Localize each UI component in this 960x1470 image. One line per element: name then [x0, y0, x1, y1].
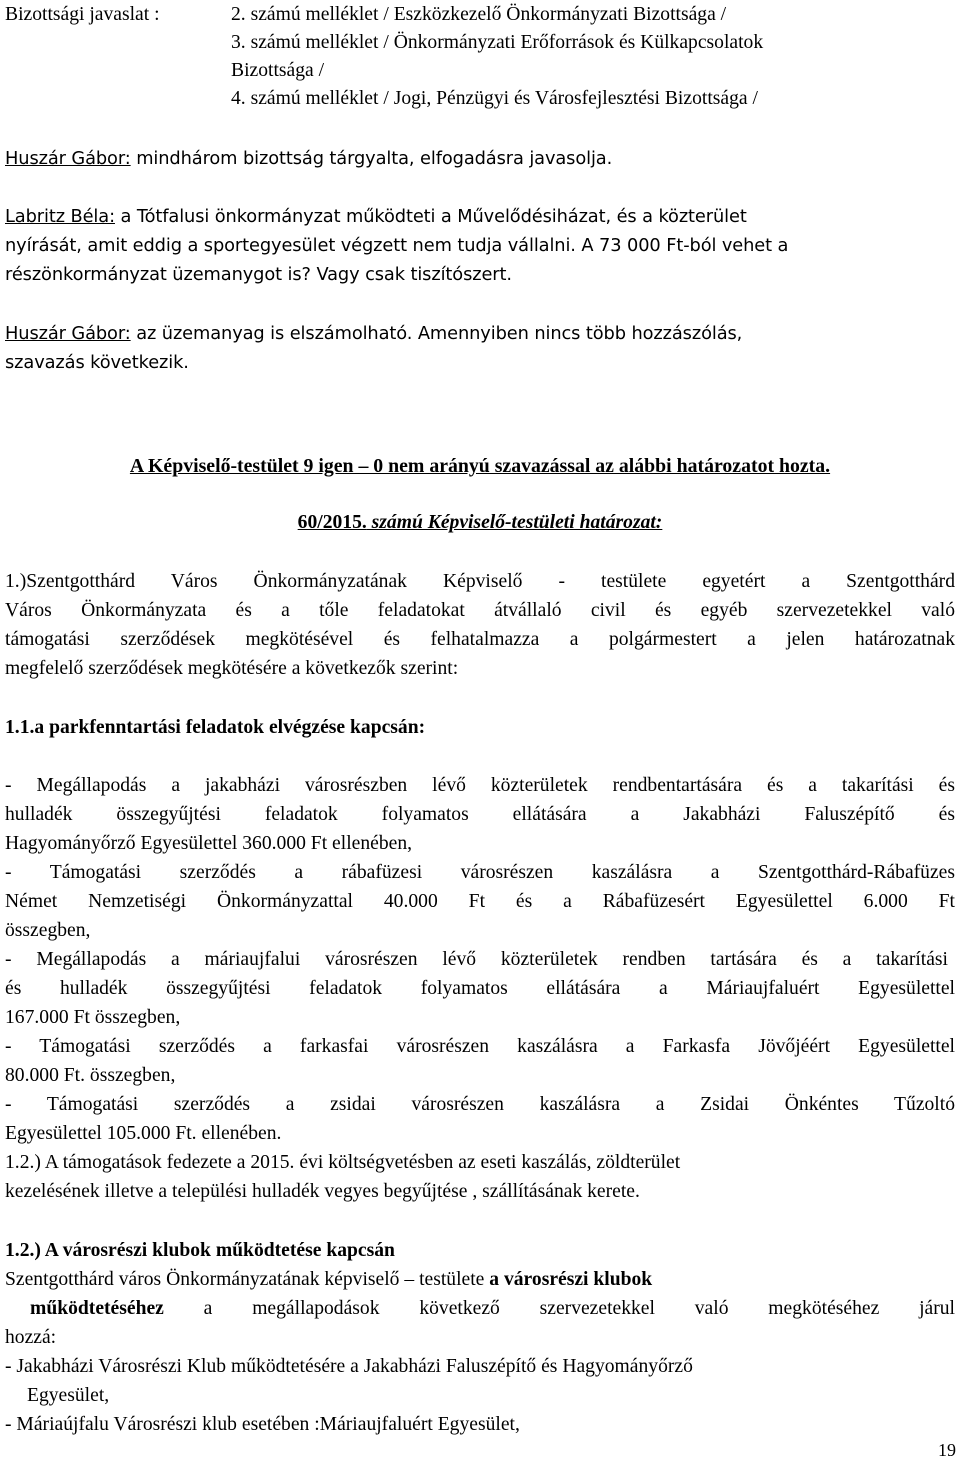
resolution-text: Város Önkormányzata és a tőle feladatokat átvállaló civil és egyéb szervezetekkel való [5, 600, 955, 621]
committee-proposal-label: Bizottsági javaslat : [5, 4, 160, 25]
committee-item: Bizottsága / [231, 60, 325, 81]
speech-text: mindhárom bizottság tárgyalta, elfogadásra javasolja. [130, 148, 613, 169]
resolution-number: 60/2015. [297, 512, 367, 533]
list-item: 167.000 Ft összegben, [5, 1007, 181, 1028]
speech-text: a Tótfalusi önkormányzat működteti a Művelődésiházat, és a közterület [114, 206, 747, 227]
speaker-name: Huszár Gábor: [5, 148, 131, 169]
resolution-title-text: számú Képviselő-testületi határozat: [366, 512, 663, 533]
list-item: összegben, [5, 920, 91, 941]
minutes-paragraph [5, 147, 955, 171]
list-item: - Támogatási szerződés a rábafüzesi városrészen kaszálásra a Szentgotthárd-Rábafüzes [5, 862, 955, 883]
resolution-text-bold: működtetéséhez [30, 1298, 164, 1319]
list-item: hulladék összegyűjtési feladatok folyamatos ellátására a Jakabházi Faluszépítő és [5, 804, 955, 825]
list-item: Német Nemzetiségi Önkormányzattal 40.000 Ft és a Rábafüzesért Egyesülettel 6.000 Ft [5, 891, 955, 912]
speaker-name: Huszár Gábor: [5, 323, 131, 344]
list-item: Egyesülettel 105.000 Ft. ellenében. [5, 1123, 282, 1144]
minutes-paragraph [5, 322, 955, 346]
section-heading: 1.1.a parkfenntartási feladatok elvégzése kapcsán: [5, 717, 426, 738]
resolution-text-bold: a városrészi klubok [489, 1269, 653, 1290]
committee-item: 3. számú melléklet / Önkormányzati Erőforrások és Külkapcsolatok [231, 32, 764, 53]
list-item: - Megállapodás a máriaujfalui városrészen lévő közterületek rendben tartására és a takarítási [5, 949, 948, 970]
speech-text: részönkormányzat üzemanygot is? Vagy csak tiszítószert. [5, 264, 512, 285]
list-item: kezelésének illetve a települési hulladék vegyes begyűjtése , szállításának kerete. [5, 1181, 640, 1202]
section-heading: 1.2.) A városrészi klubok működtetése kapcsán [5, 1240, 395, 1261]
list-item: Hagyományőrző Egyesülettel 360.000 Ft ellenében, [5, 833, 413, 854]
list-item: és hulladék összegyűjtési feladatok folyamatos ellátására a Máriaujfaluért Egyesülettel [5, 978, 955, 999]
list-item: - Támogatási szerződés a zsidai városrészen kaszálásra a Zsidai Önkéntes Tűzoltó [5, 1094, 955, 1115]
resolution-text [30, 1297, 955, 1321]
speech-text: szavazás következik. [5, 352, 189, 373]
page-number: 19 [938, 1440, 956, 1460]
list-item: 1.2.) A támogatások fedezete a 2015. évi költségvetésben az eseti kaszálás, zöldterület [5, 1152, 681, 1173]
vote-result: A Képviselő-testület 9 igen – 0 nem arányú szavazással az alábbi határozatot hozta. [129, 455, 831, 477]
list-item: - Máriaújfalu Városrészi klub esetében :Máriaujfaluért Egyesület, [5, 1414, 520, 1435]
list-item: - Támogatási szerződés a farkasfai városrészen kaszálásra a Farkasfa Jövőjéért Egyesülettel [5, 1036, 955, 1057]
committee-item: 2. számú melléklet / Eszközkezelő Önkormányzati Bizottsága / [231, 4, 727, 25]
resolution-text-part: Szentgotthárd város Önkormányzatának képviselő – testülete [5, 1269, 490, 1290]
list-item: 80.000 Ft. összegben, [5, 1065, 176, 1086]
resolution-text: megfelelő szerződések megkötésére a következők szerint: [5, 658, 459, 679]
resolution-text [5, 1268, 955, 1292]
resolution-text: hozzá: [5, 1327, 57, 1348]
list-item: - Jakabházi Városrészi Klub működtetésére a Jakabházi Faluszépítő és Hagyományőrző [5, 1356, 693, 1377]
resolution-text-part: a megállapodások következő szervezetekkel való megkötéséhez járul [163, 1298, 955, 1319]
speech-text: nyírását, amit eddig a sportegyesület végzett nem tudja vállalni. A 73 000 Ft-ból vehet a [5, 235, 789, 256]
resolution-text: 1.)Szentgotthárd Város Önkormányzatának Képviselő - testülete egyetért a Szentgotthárd [5, 571, 955, 592]
committee-proposal-line-1 [5, 3, 955, 27]
committee-item: 4. számú melléklet / Jogi, Pénzügyi és Városfejlesztési Bizottsága / [231, 88, 758, 109]
list-item: - Megállapodás a jakabházi városrészben lévő közterületek rendbentartására és a takarítási és [5, 775, 955, 796]
list-item: Egyesület, [27, 1385, 110, 1406]
resolution-text: támogatási szerződések megkötésével és felhatalmazza a polgármestert a jelen határozatnak [5, 629, 955, 650]
speech-text: az üzemanyag is elszámolható. Amennyiben nincs több hozzászólás, [130, 323, 743, 344]
minutes-paragraph [5, 205, 955, 229]
resolution-title [0, 511, 960, 535]
speaker-name: Labritz Béla: [5, 206, 115, 227]
